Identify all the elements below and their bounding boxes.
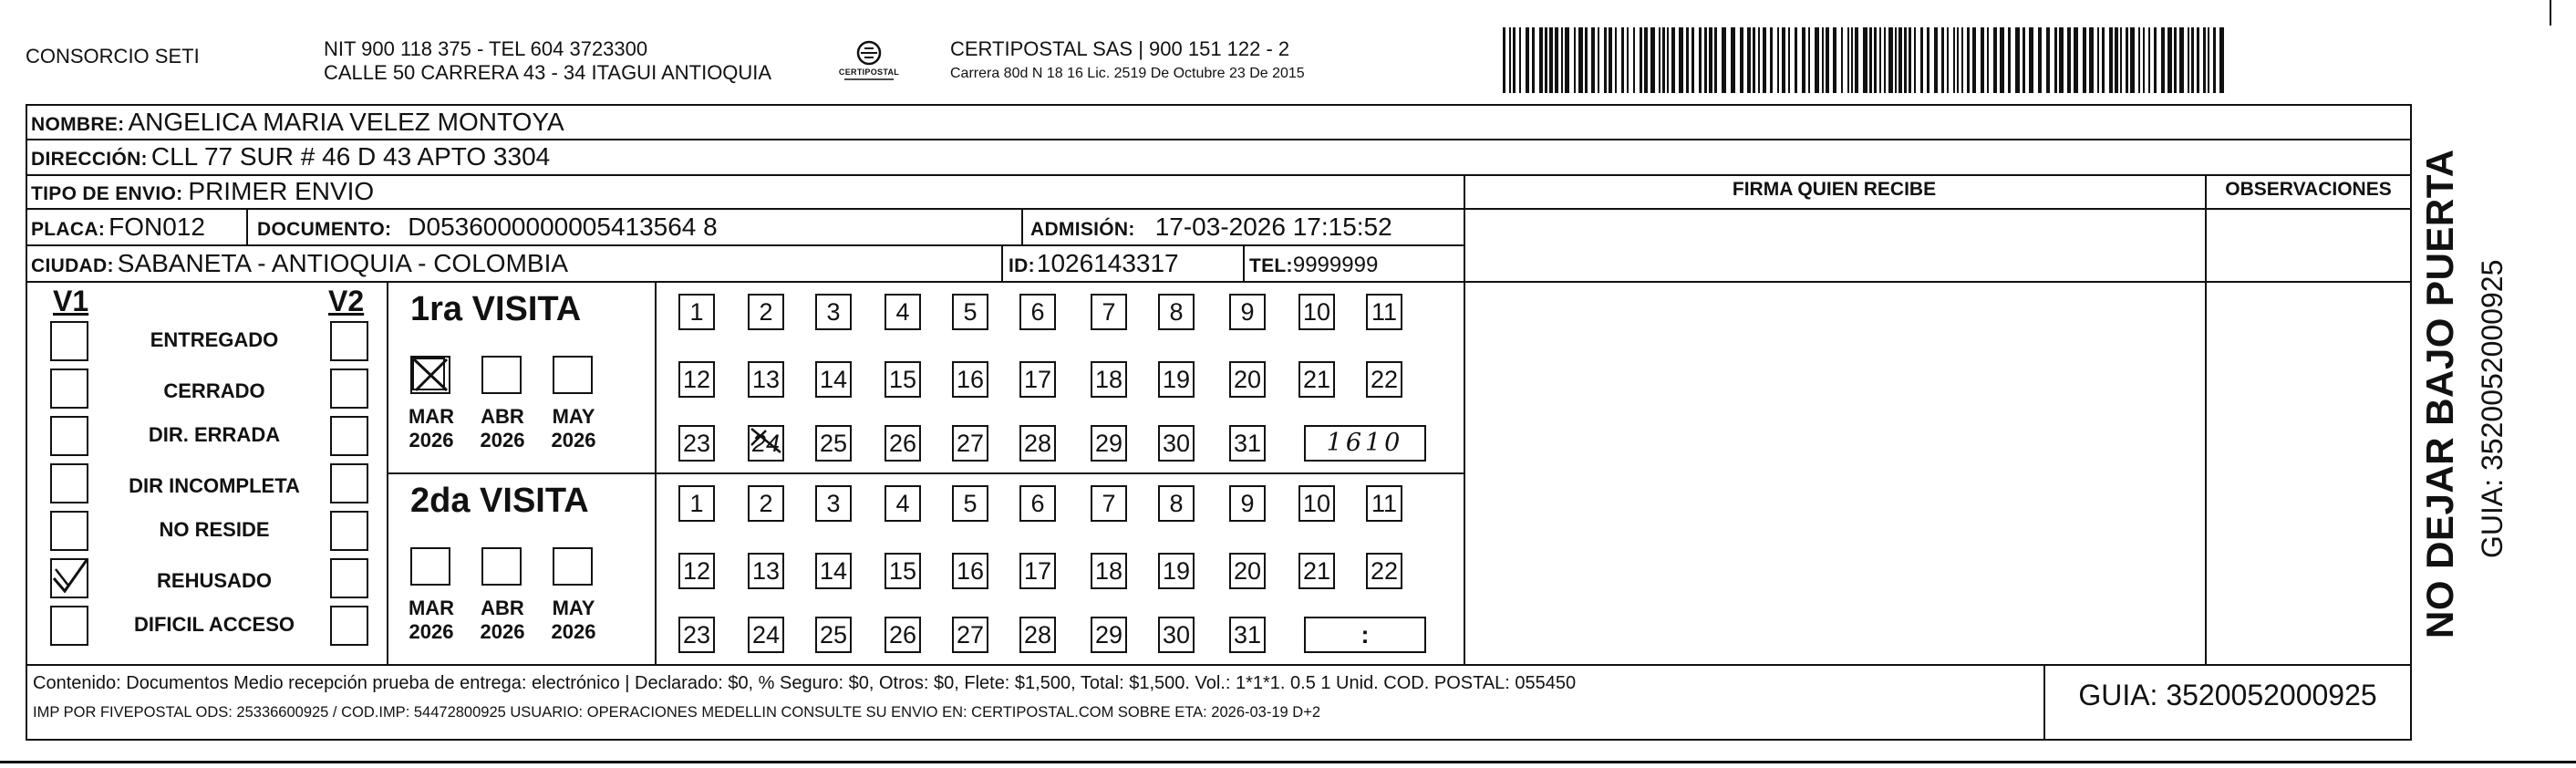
barcode-bar	[1826, 27, 1829, 93]
admission-label: ADMISIÓN:	[1030, 219, 1135, 240]
year-label: 2026	[409, 429, 454, 451]
day-checkbox[interactable]: 22	[1366, 361, 1402, 398]
day-checkbox[interactable]: 2	[748, 485, 784, 522]
day-checkbox[interactable]: 28	[1019, 425, 1056, 462]
barcode-bar	[1884, 27, 1886, 93]
barcode-bar	[1704, 27, 1707, 93]
day-checkbox[interactable]: 11	[1366, 485, 1402, 522]
day-checkbox[interactable]: 7	[1091, 485, 1127, 522]
barcode-bar	[1863, 27, 1867, 93]
barcode-bar	[1763, 27, 1766, 93]
barcode-bar	[1782, 27, 1785, 93]
day-checkbox[interactable]: 12	[678, 361, 715, 398]
day-checkbox[interactable]: 11	[1366, 294, 1402, 330]
tel-label: TEL:	[1249, 255, 1293, 276]
barcode-bar	[2102, 27, 2105, 93]
day-checkbox[interactable]: 27	[952, 617, 988, 653]
day-checkbox[interactable]: 13	[748, 553, 784, 589]
barcode-bar	[1987, 27, 1989, 93]
barcode-bar	[1961, 27, 1963, 93]
barcode-bar	[1855, 27, 1858, 93]
barcode-bar	[2130, 27, 2135, 93]
barcode-bar	[2213, 27, 2216, 93]
barcode-bar	[2046, 27, 2050, 93]
city-cell	[31, 249, 568, 281]
cell-divider	[1001, 244, 1003, 281]
day-checkbox[interactable]: 27	[952, 425, 988, 462]
day-checkbox[interactable]: 18	[1091, 361, 1127, 398]
company-name: CONSORCIO SETI	[26, 45, 200, 67]
day-checkbox[interactable]: 4	[885, 294, 921, 330]
barcode-bar	[2120, 27, 2122, 93]
v1-checkbox[interactable]	[50, 511, 88, 551]
v2-checkbox[interactable]	[330, 558, 368, 598]
logo-text: CERTIPOSTAL	[838, 67, 900, 77]
day-checkbox[interactable]: 9	[1229, 485, 1266, 522]
barcode-bar	[2161, 27, 2165, 93]
barcode-bar	[2126, 27, 2128, 93]
barcode-bar	[1758, 27, 1760, 93]
barcode-bar	[1898, 27, 1902, 93]
month-checkbox[interactable]	[410, 547, 450, 586]
signature-area[interactable]	[1464, 210, 2205, 663]
day-checkbox[interactable]: 20	[1229, 361, 1266, 398]
barcode-bar	[2029, 27, 2033, 93]
barcode-bar	[2167, 27, 2172, 93]
barcode-bar	[2059, 27, 2064, 93]
barcode-bar	[1795, 27, 1797, 93]
city-label: CIUDAD:	[31, 255, 114, 276]
year-label: 2026	[480, 620, 525, 643]
barcode-bar	[2109, 27, 2113, 93]
day-checkbox[interactable]: 9	[1229, 294, 1266, 330]
day-checkbox[interactable]: 23	[678, 425, 715, 462]
day-checkbox[interactable]: 3	[815, 485, 852, 522]
barcode-bar	[2000, 27, 2004, 93]
barcode-bar	[1574, 27, 1576, 93]
barcode-bar	[2097, 27, 2099, 93]
day-checkbox[interactable]: 23	[678, 617, 715, 653]
v2-checkbox[interactable]	[330, 511, 368, 551]
day-checkbox[interactable]: 12	[678, 553, 715, 589]
name-row	[31, 108, 564, 140]
day-checkbox[interactable]: 1	[678, 485, 715, 522]
barcode-bar	[1777, 27, 1779, 93]
tel-value: 9999999	[1292, 253, 1379, 277]
address-line: CALLE 50 CARRERA 43 - 34 ITAGUI ANTIOQUIA	[324, 61, 772, 84]
barcode-bar	[1585, 27, 1588, 93]
footer-divider	[26, 664, 2412, 666]
v2-checkbox[interactable]	[330, 321, 368, 361]
name-label: NOMBRE:	[31, 114, 125, 135]
cell-divider	[1021, 208, 1023, 244]
day-checkbox[interactable]: 25	[815, 617, 852, 653]
barcode-bar	[1604, 27, 1607, 93]
day-checkbox[interactable]: 19	[1158, 361, 1195, 398]
barcode-bar	[1904, 27, 1907, 93]
barcode-bar	[1714, 27, 1717, 93]
cell-divider	[246, 208, 248, 244]
day-checkbox[interactable]: 26	[885, 617, 921, 653]
barcode-bar	[2023, 27, 2025, 93]
status-option-label: CERRADO	[163, 379, 265, 402]
day-checkbox[interactable]: 8	[1158, 485, 1195, 522]
barcode-bar	[2208, 27, 2209, 93]
certipostal-line: CERTIPOSTAL SAS | 900 151 122 - 2	[950, 37, 1290, 60]
barcode-bar	[2015, 27, 2020, 93]
day-checkbox[interactable]: 17	[1019, 553, 1056, 589]
barcode-bar	[1545, 27, 1547, 93]
nit-line: NIT 900 118 375 - TEL 604 3723300	[324, 37, 648, 60]
barcode-bar	[1609, 27, 1612, 93]
v2-label: V2	[328, 285, 365, 317]
day-checkbox[interactable]: 5	[952, 294, 988, 330]
document-label: DOCUMENTO:	[257, 219, 392, 240]
day-checkbox[interactable]: 2	[748, 294, 784, 330]
barcode-bar	[1615, 27, 1617, 93]
month-label: MAY	[552, 597, 595, 619]
barcode-bar	[1659, 27, 1660, 93]
day-checkbox[interactable]: 30	[1158, 617, 1195, 653]
month-checkbox[interactable]	[553, 547, 593, 586]
month-checkbox[interactable]	[481, 547, 522, 586]
city-value: SABANETA - ANTIOQUIA - COLOMBIA	[117, 249, 569, 277]
barcode-bar	[1895, 27, 1897, 93]
document-value: D0536000000005413564 8	[408, 213, 718, 241]
visit-title: 2da VISITA	[410, 482, 589, 520]
barcode-bar	[1740, 27, 1743, 93]
barcode-bar	[1709, 27, 1712, 93]
month-label: ABR	[481, 405, 524, 428]
plate-label: PLACA:	[31, 219, 106, 240]
visit-divider-h	[387, 472, 1464, 474]
barcode-bar	[1841, 27, 1843, 93]
address-row	[31, 142, 550, 174]
signature-header: FIRMA QUIEN RECIBE	[1732, 179, 1937, 200]
shipping-type-value: PRIMER ENVIO	[188, 177, 375, 205]
v1-checkbox[interactable]	[50, 606, 88, 646]
day-checkbox[interactable]: 29	[1091, 617, 1127, 653]
year-label: 2026	[551, 429, 596, 451]
month-label: MAR	[408, 597, 455, 619]
cut-mark	[2550, 0, 2551, 26]
barcode-bar	[1981, 27, 1984, 93]
barcode-bar	[2083, 27, 2086, 93]
barcode-bar	[1691, 27, 1694, 93]
month-checkbox[interactable]	[481, 356, 522, 394]
barcode-bar	[1627, 27, 1629, 93]
barcode-bar	[1640, 27, 1642, 93]
barcode-bar	[1753, 27, 1755, 93]
side-warning: NO DEJAR BAJO PUERTA	[2418, 149, 2461, 638]
status-option-label: DIR INCOMPLETA	[129, 474, 300, 497]
barcode-bar	[1847, 27, 1849, 93]
day-checkbox[interactable]: 25	[815, 425, 852, 462]
barcode-bar	[1957, 27, 1959, 93]
barcode-bar	[1920, 27, 1923, 93]
plate-value: FON012	[109, 213, 205, 241]
barcode-bar	[1671, 27, 1675, 93]
barcode-bar	[1874, 27, 1877, 93]
barcode-bar	[1822, 27, 1824, 93]
barcode-bar	[1815, 27, 1819, 93]
barcode-bar	[1833, 27, 1836, 93]
day-checkbox[interactable]: 17	[1019, 361, 1056, 398]
barcode-bar	[1879, 27, 1881, 93]
month-label: ABR	[481, 597, 524, 619]
barcode-bar	[1747, 27, 1751, 93]
v1-label: V1	[53, 285, 89, 317]
guia-box: GUIA: 3520052000925	[2078, 679, 2377, 711]
day-checkbox[interactable]: 10	[1298, 294, 1335, 330]
day-checkbox[interactable]: 24	[748, 617, 784, 653]
visit-title: 1ra VISITA	[410, 290, 582, 328]
day-checkbox[interactable]: 7	[1091, 294, 1127, 330]
barcode-bar	[2008, 27, 2011, 93]
status-option-label: REHUSADO	[157, 569, 272, 592]
day-checkbox[interactable]: 15	[885, 553, 921, 589]
status-option-label: DIR. ERRADA	[148, 423, 281, 446]
barcode-bar	[2219, 27, 2224, 93]
day-checkbox[interactable]: 16	[952, 553, 988, 589]
day-checkbox[interactable]: 14	[815, 361, 852, 398]
v2-checkbox[interactable]	[330, 606, 368, 646]
barcode-bar	[1513, 27, 1516, 93]
barcode-bar	[2038, 27, 2042, 93]
day-checkbox[interactable]: 19	[1158, 553, 1195, 589]
day-checkbox[interactable]: 13	[748, 361, 784, 398]
tel-cell	[1249, 251, 1378, 281]
year-label: 2026	[551, 620, 596, 643]
day-checkbox[interactable]: 26	[885, 425, 921, 462]
barcode-bar	[2074, 27, 2078, 93]
barcode-bar	[2154, 27, 2157, 93]
barcode-bar	[1699, 27, 1702, 93]
day-checkbox[interactable]: 6	[1019, 485, 1056, 522]
barcode-bar	[1927, 27, 1929, 93]
barcode-bar	[1802, 27, 1805, 93]
day-checkbox[interactable]: 3	[815, 294, 852, 330]
v2-checkbox[interactable]	[330, 368, 368, 409]
document-cell	[257, 213, 718, 244]
barcode-bar	[1869, 27, 1872, 93]
observations-area[interactable]	[2207, 210, 2411, 663]
day-checkbox[interactable]: 29	[1091, 425, 1127, 462]
day-checkbox[interactable]: 21	[1298, 361, 1335, 398]
barcode-bar	[1953, 27, 1955, 93]
id-label: ID:	[1009, 255, 1035, 276]
barcode-bar	[1561, 27, 1563, 93]
barcode-bar	[2188, 27, 2189, 93]
barcode-bar	[1993, 27, 1997, 93]
id-value: 1026143317	[1036, 249, 1179, 277]
day-checkbox[interactable]: 16	[952, 361, 988, 398]
year-label: 2026	[480, 429, 525, 451]
barcode-bar	[1934, 27, 1938, 93]
admission-value: 17-03-2026 17:15:52	[1154, 213, 1392, 241]
month-checkbox[interactable]	[410, 356, 450, 394]
v1-checkbox[interactable]	[50, 416, 88, 456]
day-checkbox[interactable]: 18	[1091, 553, 1127, 589]
day-checkbox[interactable]: 20	[1229, 553, 1266, 589]
barcode-bar	[1578, 27, 1583, 93]
v2-checkbox[interactable]	[330, 416, 368, 456]
day-checkbox[interactable]: 1	[678, 294, 715, 330]
barcode-bar	[2191, 27, 2194, 93]
v1-checkbox[interactable]	[50, 463, 88, 503]
row-divider	[26, 174, 2412, 176]
day-checkbox[interactable]: 14	[815, 553, 852, 589]
barcode-bar	[1565, 27, 1569, 93]
day-checkbox[interactable]: 28	[1019, 617, 1056, 653]
status-option-label: ENTREGADO	[150, 328, 279, 351]
barcode-bar	[1888, 27, 1893, 93]
day-checkbox[interactable]: 10	[1298, 485, 1335, 522]
barcode-bar	[1644, 27, 1648, 93]
barcode-bar	[1509, 27, 1511, 93]
day-checkbox[interactable]: 24	[748, 425, 784, 462]
side-guia: GUIA: 3520052000925	[2476, 259, 2509, 558]
day-checkbox[interactable]: 8	[1158, 294, 1195, 330]
barcode-bar	[1967, 27, 1970, 93]
barcode-bar	[1679, 27, 1683, 93]
barcode-bar	[1808, 27, 1810, 93]
address-value: CLL 77 SUR # 46 D 43 APTO 3304	[150, 142, 551, 171]
license-line: Carrera 80d N 18 16 Lic. 2519 De Octubre 23 De 2015	[950, 66, 1305, 81]
barcode-bar	[2067, 27, 2071, 93]
barcode-bar	[1539, 27, 1543, 93]
barcode-bar	[1526, 27, 1529, 93]
day-checkbox[interactable]: 31	[1229, 617, 1266, 653]
barcode-bar	[1555, 27, 1558, 93]
name-value: ANGELICA MARIA VELEZ MONTOYA	[128, 108, 564, 136]
barcode-bar	[1549, 27, 1553, 93]
address-label: DIRECCIÓN:	[31, 149, 148, 170]
barcode-bar	[1972, 27, 1976, 93]
day-checkbox[interactable]: 31	[1229, 425, 1266, 462]
barcode-bar	[2148, 27, 2150, 93]
barcode-bar	[1770, 27, 1773, 93]
barcode-bar	[2138, 27, 2140, 93]
barcode-bar	[1633, 27, 1635, 93]
imp-line: IMP POR FIVEPOSTAL ODS: 25336600925 / COD.IMP: 54472800925 USUARIO: OPERACIONES MEDELLIN CONSULTE SU ENVIO EN: CERTIPOSTAL.COM SOBRE ETA: 2026-03-19 D+2	[33, 704, 1321, 721]
v1-checkbox[interactable]	[50, 321, 88, 361]
day-checkbox[interactable]: 6	[1019, 294, 1056, 330]
barcode-bar	[2179, 27, 2184, 93]
v1-checkbox[interactable]	[50, 368, 88, 409]
barcode-bar	[1667, 27, 1669, 93]
barcode-bar	[2054, 27, 2057, 93]
day-checkbox[interactable]: 21	[1298, 553, 1335, 589]
barcode-bar	[1621, 27, 1624, 93]
status-option-label: DIFICIL ACCESO	[133, 613, 295, 636]
admission-cell	[1030, 213, 1392, 244]
certipostal-logo	[837, 36, 901, 88]
barcode-bar	[1598, 27, 1599, 93]
bottom-rule	[0, 761, 2576, 763]
id-cell	[1009, 249, 1179, 281]
v1-checkbox[interactable]	[50, 558, 88, 598]
v2-checkbox[interactable]	[330, 463, 368, 503]
barcode-bar	[2174, 27, 2177, 93]
time-field[interactable]: 1610	[1304, 425, 1426, 462]
barcode-bar	[1662, 27, 1665, 93]
barcode-bar	[1731, 27, 1735, 93]
barcode-bar	[2115, 27, 2118, 93]
barcode-bar	[1941, 27, 1944, 93]
row-divider	[26, 244, 1464, 246]
month-checkbox[interactable]	[553, 356, 593, 394]
barcode-bar	[1909, 27, 1911, 93]
day-checkbox[interactable]: 5	[952, 485, 988, 522]
shipping-type-label: TIPO DE ENVIO:	[31, 183, 183, 204]
day-checkbox[interactable]: 30	[1158, 425, 1195, 462]
status-option-label: NO RESIDE	[159, 518, 270, 541]
barcode-bar	[2197, 27, 2199, 93]
day-checkbox[interactable]: 4	[885, 485, 921, 522]
observations-header: OBSERVACIONES	[2225, 179, 2392, 200]
year-label: 2026	[409, 620, 454, 643]
cell-divider	[1243, 244, 1245, 281]
month-label: MAR	[408, 405, 455, 428]
barcode-bar	[1686, 27, 1689, 93]
barcode-bar	[1914, 27, 1916, 93]
barcode-bar	[1650, 27, 1655, 93]
contents-line: Contenido: Documentos Medio recepción prueba de entrega: electrónico | Declarado: $0, % Seguro: $0, Otros: $0, Flete: $1,500, Total: $1,500. Vol.: 1*1*1. 0.5 1 Unid. COD. POSTAL: 055450	[33, 673, 1577, 693]
barcode-bar	[2143, 27, 2145, 93]
plate-cell	[31, 213, 205, 244]
barcode-bar	[2089, 27, 2094, 93]
barcode-bar	[1851, 27, 1853, 93]
month-label: MAY	[552, 405, 595, 428]
barcode	[1503, 27, 2228, 98]
barcode-bar	[1947, 27, 1949, 93]
time-field[interactable]: :	[1304, 617, 1426, 653]
barcode-bar	[1503, 27, 1505, 93]
day-checkbox[interactable]: 22	[1366, 553, 1402, 589]
barcode-bar	[2203, 27, 2206, 93]
barcode-bar	[1591, 27, 1595, 93]
barcode-bar	[1722, 27, 1726, 93]
barcode-bar	[1532, 27, 1535, 93]
day-checkbox[interactable]: 15	[885, 361, 921, 398]
shipping-type-row	[31, 177, 374, 209]
barcode-bar	[1519, 27, 1521, 93]
barcode-bar	[1788, 27, 1790, 93]
